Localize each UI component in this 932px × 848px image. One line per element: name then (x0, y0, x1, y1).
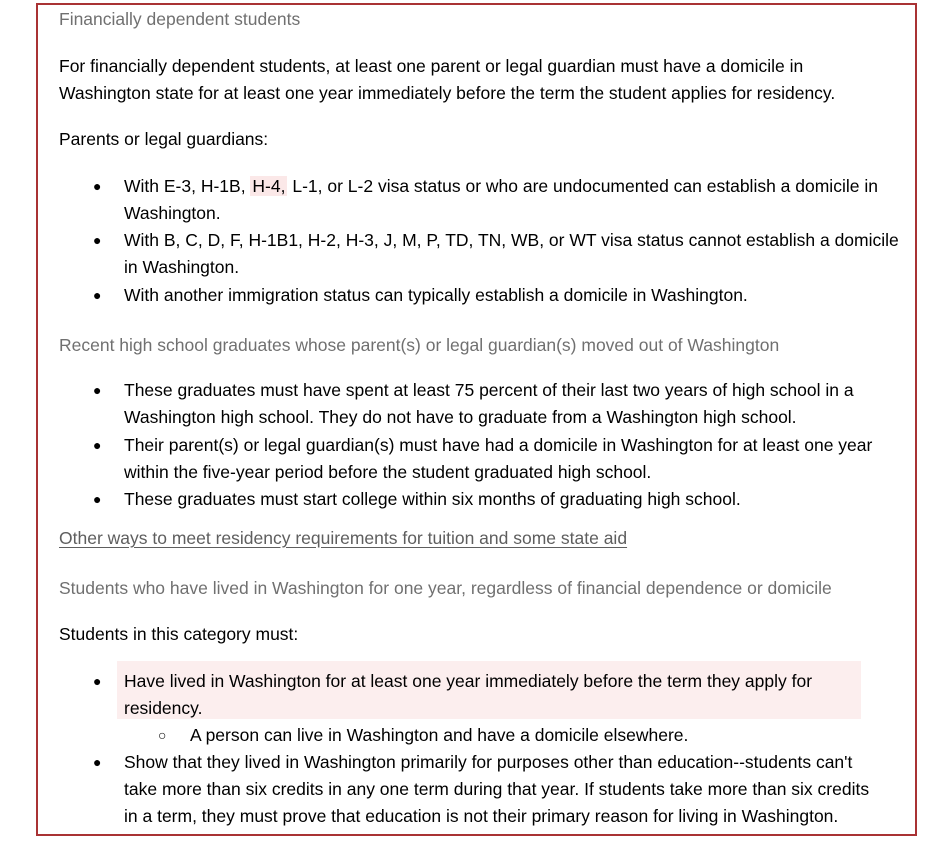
list-item-line: in Washington. (124, 257, 240, 277)
heading-lived-one-year: Students who have lived in Washington for one year, regardless of financial dependence or domicile (59, 578, 832, 598)
list-item-line: With another immigration status can typically establish a domicile in Washington. (124, 285, 748, 305)
list-item-line: in a term, they must prove that education is not their primary reason for living in Washington. (124, 806, 839, 826)
residency-requirements-link[interactable]: Other ways to meet residency requirements for tuition and some state aid (59, 528, 628, 548)
list-item-line: within the five-year period before the student graduated high school. (124, 462, 652, 482)
list-item (124, 668, 914, 722)
parents-label: Parents or legal guardians: (59, 129, 269, 149)
list-item-line: Their parent(s) or legal guardian(s) must have had a domicile in Washington for at least one year (124, 435, 873, 455)
list-item-line: Washington high school. They do not have to graduate from a Washington high school. (124, 407, 797, 427)
list-item-text: L-1, or L-2 visa status or who are undocumented can establish a domicile in (287, 176, 878, 196)
bullet-marker: ● (93, 178, 102, 194)
list-item-line: Washington. (124, 203, 221, 223)
heading-recent-graduates: Recent high school graduates whose parent(s) or legal guardian(s) moved out of Washington (59, 335, 780, 355)
heading-financially-dependent: Financially dependent students (59, 9, 301, 29)
sub-bullet-marker: ○ (158, 727, 167, 743)
sub-list-item: A person can live in Washington and have a domicile elsewhere. (190, 725, 689, 745)
list-item-line: residency. (124, 698, 203, 718)
category-label: Students in this category must: (59, 624, 299, 644)
list-item (124, 486, 914, 513)
bullet-marker: ● (93, 232, 102, 248)
list-item-line: These graduates must start college within six months of graduating high school. (124, 489, 741, 509)
list-item-line: These graduates must have spent at least 75 percent of their last two years of high school in a (124, 380, 854, 400)
list-item (124, 227, 914, 281)
list-item-text: With E-3, H-1B, (124, 176, 251, 196)
list-item (124, 432, 914, 486)
list-item-line: With B, C, D, F, H-1B1, H-2, H-3, J, M, P, TD, TN, WB, or WT visa status cannot establish a domicile (124, 230, 899, 250)
list-item-line: take more than six credits in any one term during that year. If students take more than six credits (124, 779, 870, 799)
highlighted-text: H-4, (252, 176, 286, 196)
list-item-line (124, 173, 914, 200)
bullet-marker: ● (93, 287, 102, 303)
intro-line-1: For financially dependent students, at least one parent or legal guardian must have a domicile in (59, 56, 804, 76)
bullet-marker: ● (93, 754, 102, 770)
list-item-line: Have lived in Washington for at least one year immediately before the term they apply for (124, 671, 813, 691)
intro-paragraph (59, 53, 911, 107)
bullet-marker: ● (93, 437, 102, 453)
list-item (124, 173, 914, 227)
list-item (124, 749, 914, 830)
intro-line-2: Washington state for at least one year immediately before the term the student applies for residency. (59, 83, 836, 103)
list-item (124, 282, 914, 309)
bullet-marker: ● (93, 382, 102, 398)
list-item (124, 377, 914, 431)
bullet-marker: ● (93, 673, 102, 689)
list-item-line: Show that they lived in Washington primarily for purposes other than education--students can't (124, 752, 853, 772)
bullet-marker: ● (93, 491, 102, 507)
